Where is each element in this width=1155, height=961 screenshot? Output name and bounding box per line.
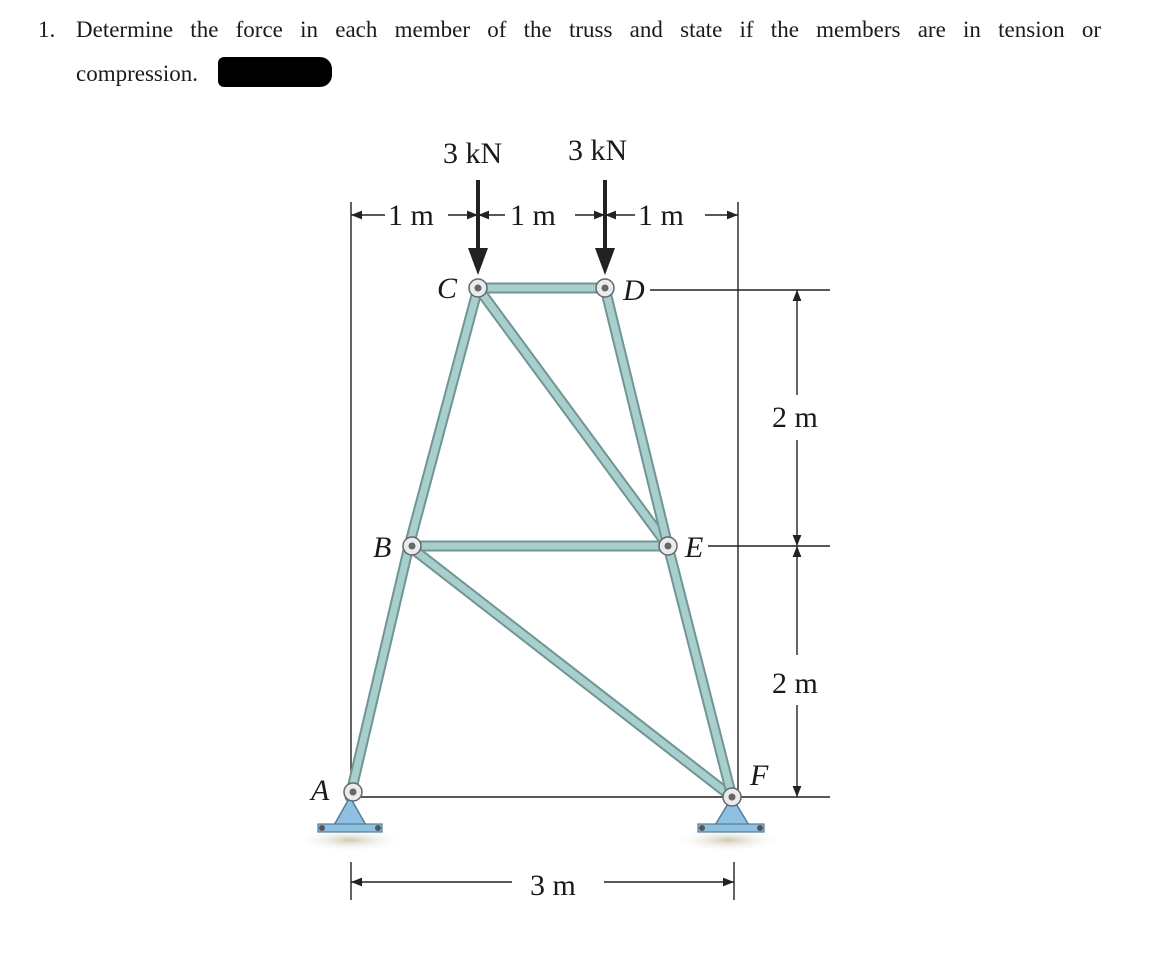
member-ab [350,546,409,797]
node-label-f: F [750,759,769,792]
joint-e [659,537,677,555]
dim-label-height-upper: 2 m [772,401,818,434]
node-label-b: B [373,531,392,564]
node-label-e: E [685,531,704,564]
joint-a [344,783,362,801]
node-label-a: A [311,774,330,807]
dim-label-top-3: 1 m [638,199,684,232]
node-label-c: C [437,272,458,305]
dim-label-base: 3 m [530,869,576,902]
problem-text-line1: Determine the force in each member of the truss and state if the members are in tension or [76,17,1101,42]
problem-number: 1. [38,17,56,42]
load-label-c: 3 kN [443,137,503,170]
load-arrow-c [468,180,488,275]
load-arrow-d [595,180,615,275]
joint-f [723,788,741,806]
joint-d [596,279,614,297]
dim-label-height-lower: 2 m [772,667,818,700]
dim-label-top-1: 1 m [388,199,434,232]
member-bf [409,546,732,797]
member-bc [409,288,478,546]
dim-label-top-2: 1 m [510,199,556,232]
joint-c [469,279,487,297]
joint-b [403,537,421,555]
problem-text-line2: compression. [76,61,199,86]
load-label-d: 3 kN [568,134,628,167]
node-label-d: D [623,274,645,307]
